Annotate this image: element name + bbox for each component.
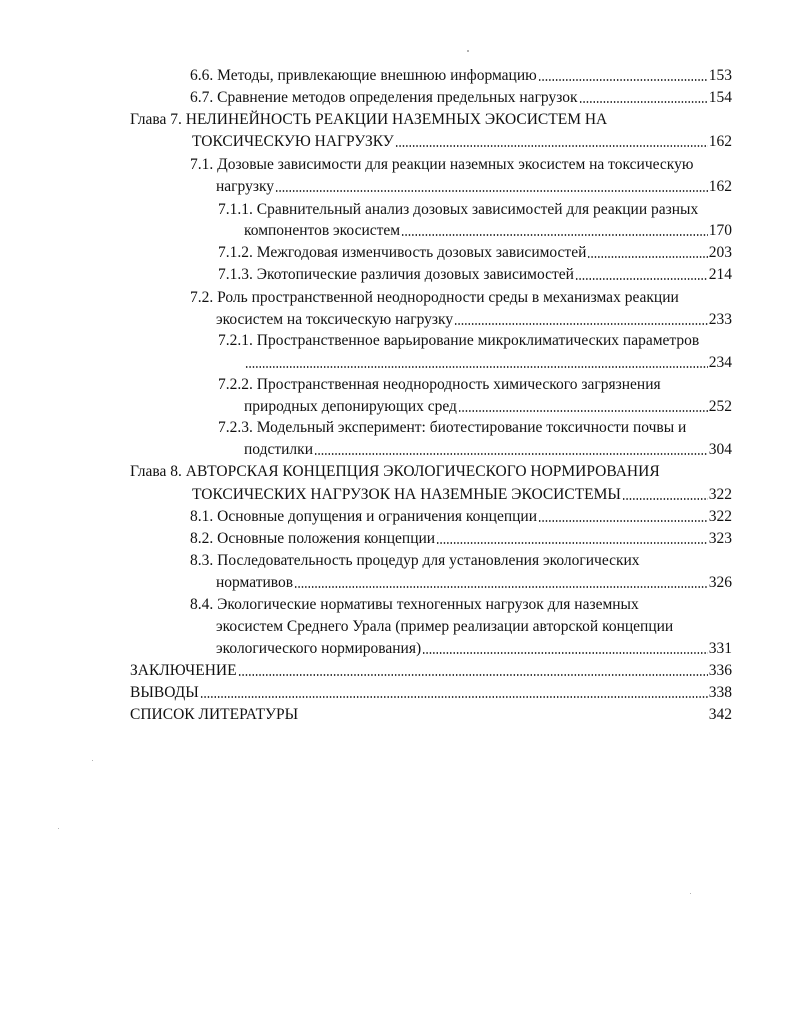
dot-leader bbox=[401, 234, 708, 236]
toc-entry-title: 6.6. Методы, привлекающие внешнюю информацию bbox=[190, 67, 537, 84]
toc-entry-title: ЗАКЛЮЧЕНИЕ bbox=[130, 662, 237, 679]
toc-entry-title: СПИСОК ЛИТЕРАТУРЫ bbox=[130, 706, 299, 723]
toc-page-number: 233 bbox=[708, 311, 732, 328]
toc-entry-8-4[interactable] bbox=[216, 639, 732, 659]
toc-entry-7-1-2[interactable] bbox=[218, 243, 732, 263]
dot-leader bbox=[275, 190, 708, 192]
toc-entry-7-1-line-1[interactable]: 7.1. Дозовые зависимости для реакции наземных экосистем на токсическую bbox=[190, 156, 694, 173]
dot-leader bbox=[538, 79, 708, 81]
toc-entry-7-2-1[interactable] bbox=[244, 353, 732, 373]
toc-entry-title: 7.1.2. Межгодовая изменчивость дозовых зависимостей bbox=[218, 244, 587, 261]
toc-entry-7-2-1-line-1[interactable]: 7.2.1. Пространственное варьирование микроклиматических параметров bbox=[218, 332, 700, 349]
toc-entry-title: 6.7. Сравнение методов определения предельных нагрузок bbox=[190, 89, 578, 106]
toc-entry-title: ВЫВОДЫ bbox=[130, 684, 199, 701]
toc-entry-6-7[interactable] bbox=[190, 88, 732, 108]
toc-entry-title: ТОКСИЧЕСКУЮ НАГРУЗКУ bbox=[192, 133, 394, 150]
toc-page-number: 304 bbox=[708, 441, 732, 458]
toc-page-number: 162 bbox=[708, 178, 732, 195]
toc-entry-conclusion[interactable] bbox=[130, 661, 732, 681]
toc-entry-7-2-2-line-1[interactable]: 7.2.2. Пространственная неоднородность химического загрязнения bbox=[218, 376, 661, 393]
dot-leader bbox=[245, 366, 708, 368]
toc-entry-6-6[interactable] bbox=[190, 66, 732, 86]
toc-page-number: 203 bbox=[708, 244, 732, 261]
toc-entry-8-3[interactable] bbox=[216, 573, 732, 593]
toc-entry-title: экосистем на токсическую нагрузку bbox=[216, 311, 454, 328]
toc-chapter-7-title-line-1[interactable]: Глава 7. НЕЛИНЕЙНОСТЬ РЕАКЦИИ НАЗЕМНЫХ ЭКОСИСТЕМ НА bbox=[130, 111, 608, 128]
toc-page-number: 154 bbox=[708, 89, 732, 106]
toc-entry-7-1-3[interactable] bbox=[218, 265, 732, 285]
toc-chapter-7[interactable] bbox=[192, 132, 732, 152]
toc-page-number: 336 bbox=[708, 662, 732, 679]
toc-page-number: 214 bbox=[708, 266, 732, 283]
toc-page-number: 322 bbox=[708, 508, 732, 525]
toc-entry-8-1[interactable] bbox=[190, 507, 732, 527]
toc-chapter-8[interactable] bbox=[192, 485, 732, 505]
toc-page-number: 322 bbox=[708, 486, 732, 503]
scan-speck bbox=[467, 50, 469, 52]
dot-leader bbox=[454, 323, 708, 325]
dot-leader bbox=[200, 696, 708, 698]
toc-page-number: 153 bbox=[708, 67, 732, 84]
toc-entry-title: 7.1.3. Экотопические различия дозовых зависимостей bbox=[218, 266, 574, 283]
dot-leader bbox=[575, 278, 708, 280]
toc-entry-8-2[interactable] bbox=[190, 529, 732, 549]
toc-entry-title: 8.1. Основные допущения и ограничения концепции bbox=[190, 508, 538, 525]
scan-speck bbox=[58, 828, 59, 829]
toc-page-number: 338 bbox=[708, 684, 732, 701]
toc-entry-findings[interactable] bbox=[130, 683, 732, 703]
toc-entry-7-2-2[interactable] bbox=[244, 397, 732, 417]
dot-leader bbox=[587, 256, 707, 258]
toc-entry-7-2-line-1[interactable]: 7.2. Роль пространственной неоднородности среды в механизмах реакции bbox=[190, 289, 679, 306]
toc-entry-title: природных депонирующих сред bbox=[244, 398, 457, 415]
toc-page-number: 326 bbox=[708, 574, 732, 591]
toc-entry-title: ТОКСИЧЕСКИХ НАГРУЗОК НА НАЗЕМНЫЕ ЭКОСИСТЕМЫ bbox=[192, 486, 621, 503]
dot-leader bbox=[314, 453, 708, 455]
toc-page-number: 331 bbox=[708, 640, 732, 657]
toc-entry-7-1-1[interactable] bbox=[244, 221, 732, 241]
toc-page-number: 252 bbox=[708, 398, 732, 415]
toc-entry-8-4-line-1[interactable]: 8.4. Экологические нормативы техногенных нагрузок для наземных bbox=[190, 596, 639, 613]
scan-speck bbox=[92, 760, 93, 761]
toc-entry-title: компонентов экосистем bbox=[244, 222, 401, 239]
dot-leader bbox=[422, 652, 708, 654]
toc-page-number: 234 bbox=[708, 354, 732, 371]
toc-entry-7-2-3-line-1[interactable]: 7.2.3. Модельный эксперимент: биотестирование токсичности почвы и bbox=[218, 419, 687, 436]
dot-leader bbox=[294, 586, 708, 588]
dot-leader bbox=[579, 101, 708, 103]
dot-leader bbox=[622, 498, 708, 500]
toc-chapter-8-title-line-1[interactable]: Глава 8. АВТОРСКАЯ КОНЦЕПЦИЯ ЭКОЛОГИЧЕСКОГО НОРМИРОВАНИЯ bbox=[130, 463, 660, 480]
toc-page-number: 162 bbox=[708, 133, 732, 150]
toc-entry-8-3-line-1[interactable]: 8.3. Последовательность процедур для установления экологических bbox=[190, 552, 640, 569]
toc-page-number: 170 bbox=[708, 222, 732, 239]
dot-leader bbox=[538, 520, 708, 522]
toc-entry-7-2[interactable] bbox=[216, 310, 732, 330]
dot-leader bbox=[458, 410, 708, 412]
dot-leader bbox=[436, 542, 708, 544]
toc-page-number: 323 bbox=[708, 530, 732, 547]
dot-leader bbox=[395, 145, 708, 147]
toc-entry-title: нагрузку bbox=[216, 178, 275, 195]
scan-speck bbox=[690, 893, 691, 894]
toc-entry-7-2-3[interactable] bbox=[244, 440, 732, 460]
dot-leader bbox=[238, 674, 708, 676]
toc-entry-title: 8.2. Основные положения концепции bbox=[190, 530, 436, 547]
toc-entry-8-4-line-2[interactable]: экосистем Среднего Урала (пример реализации авторской концепции bbox=[216, 618, 674, 635]
toc-entry-7-1-1-line-1[interactable]: 7.1.1. Сравнительный анализ дозовых зависимостей для реакции разных bbox=[218, 201, 699, 218]
toc-page-number: 342 bbox=[708, 706, 732, 723]
toc-entry-references[interactable] bbox=[130, 705, 732, 725]
toc-entry-title: экологического нормирования) bbox=[216, 640, 422, 657]
toc-entry-title: подстилки bbox=[244, 441, 313, 458]
toc-entry-7-1[interactable] bbox=[216, 177, 732, 197]
toc-entry-title: нормативов bbox=[216, 574, 294, 591]
